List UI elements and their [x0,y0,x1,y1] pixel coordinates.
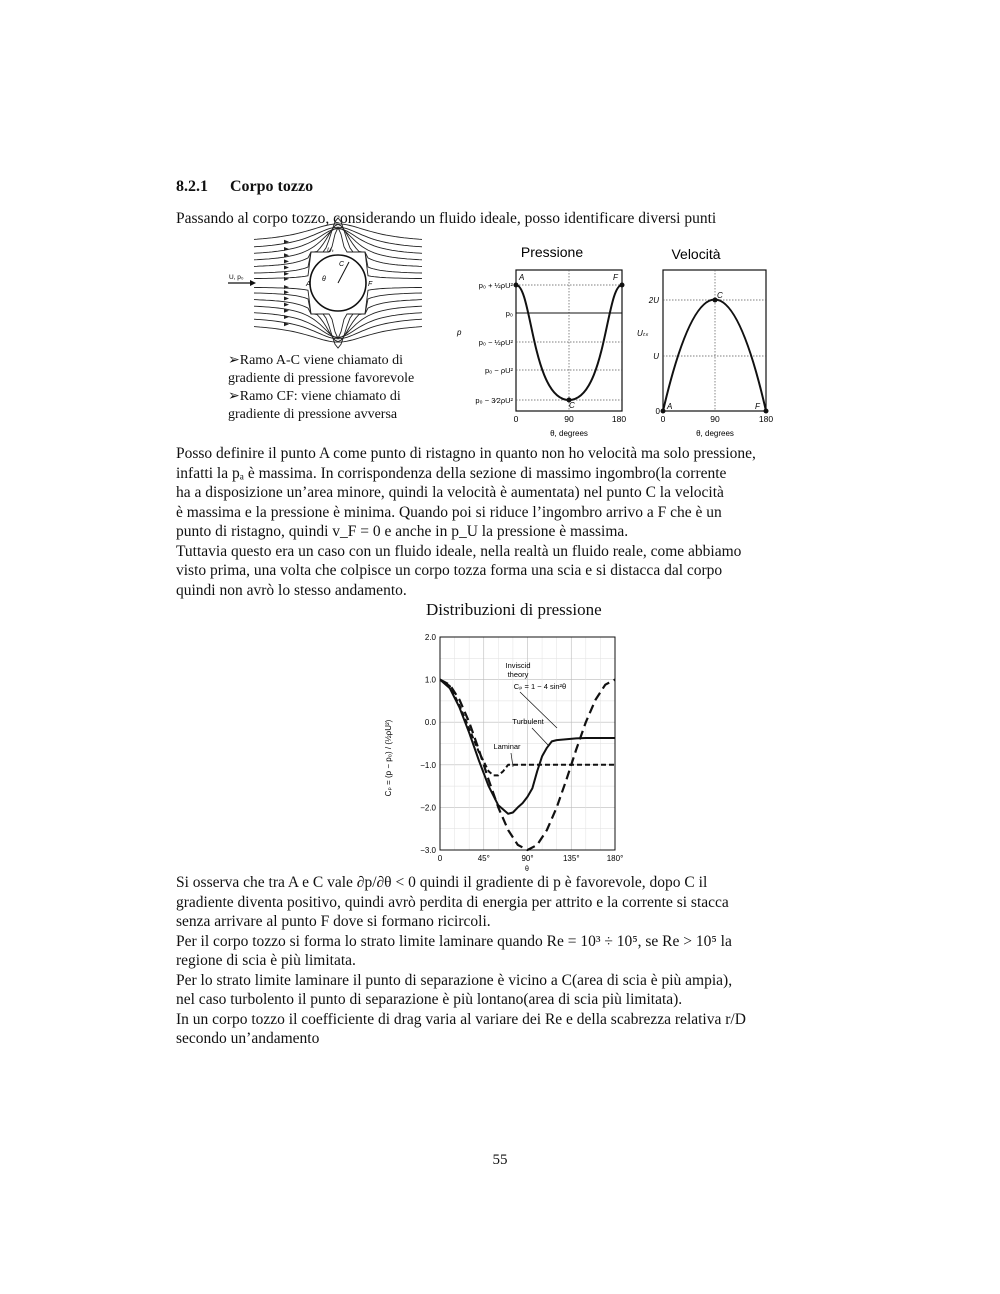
streamline [254,327,422,343]
text-line: Per lo strato limite laminare il punto di separazione è vicino a C(area di scia è più ampia), [176,971,733,989]
velocity-xtick: 180 [758,414,774,424]
y-tick-label: −3.0 [420,846,436,855]
text-line: quindi non avrò lo stesso andamento. [176,581,407,599]
velocity-xtick: 90 [710,414,720,424]
note-line: gradiente di pressione favorevole [228,371,415,386]
pressure-point-a: A [519,273,525,282]
velocity-point-c: C [717,291,723,300]
streamline-arrowhead [284,315,289,319]
section-heading [176,178,313,196]
pressure-ytick: p₀ [505,309,513,318]
pressure-xtick: 90 [564,414,574,424]
pressure-plot [452,240,627,442]
streamline-arrowhead [284,259,289,263]
x-tick-label: 45° [477,854,490,863]
point-f-marker [764,409,769,414]
text-line: secondo un’andamento [176,1030,320,1047]
pressure-ylabel: p [457,328,462,337]
text-line: gradiente diventa positivo, quindi avrò perdita di energia per attrito e la corrente si stacca [176,893,729,911]
text-line: Tuttavia questo era un caso con un fluido ideale, nella realtà un fluido reale, come abbiamo [176,542,742,560]
page-number: 55 [492,1152,508,1168]
figure-notes [228,352,414,424]
pressure-xlabel: θ, degrees [550,429,588,438]
y-tick-label: −1.0 [420,760,436,770]
y-tick-label: 1.0 [424,675,436,685]
velocity-ytick: 2U [648,296,659,305]
velocity-plot [632,240,782,442]
y-tick-label: −2.0 [420,803,436,813]
text-line: Si osserva che tra A e C vale ∂p/∂θ < 0 quindi il gradiente di p è favorevole, dopo C il [176,874,708,891]
annotation-leader [532,728,548,745]
velocity-plot-frame [663,270,766,411]
x-tick-label: 180° [606,854,624,863]
pressure-ytick: p₀ − ρU² [484,366,513,375]
point-c-label: C [339,261,345,268]
pressure-ytick: p₀ − 3⁄2ρU² [475,396,513,405]
annotation-laminar: Laminar [493,742,521,751]
theta-label: θ [322,276,326,283]
note-line: ➢Ramo A-C viene chiamato di [228,353,404,368]
pressure-point-f: F [613,273,618,282]
paragraph-ideal-fluid [176,444,756,600]
chart-xlabel: θ [525,866,529,873]
velocity-point-a: A [667,402,673,411]
pressure-ytick: p₀ + ½ρU² [478,281,513,290]
text-line: senza arrivare al punto F dove si formano ricircoli. [176,913,491,930]
streamline-arrowhead [284,303,289,307]
point-f-marker [620,283,625,288]
x-tick-label: 90° [521,854,534,863]
pressure-xtick: 0 [513,414,519,424]
chart-ylabel: Cₚ = (p − p₀) / (½ρU²) [384,719,393,797]
inflow-label: U, p₀ [229,274,244,281]
x-tick-label: 135° [562,854,580,863]
annotation-inviscid: Inviscid [505,661,531,670]
velocity-plot-title: Velocità [671,246,721,262]
annotation-turbulent: Turbulent [512,717,544,726]
streamline-arrowhead [284,272,289,276]
y-tick-label: 0.0 [424,718,436,728]
annotation-formula: Cₚ = 1 − 4 sin²θ [513,682,567,691]
streamline-arrowhead [284,296,289,300]
velocity-ytick: U [653,352,659,361]
cylinder-flow-diagram [228,236,448,348]
velocity-ytick: 0 [655,407,660,416]
ut-label: Uₜ [327,247,334,254]
y-tick-labels [420,633,436,855]
pressure-ytick: p₀ − ½ρU² [478,338,513,347]
streamline-arrowhead [284,290,289,294]
text-line: visto prima, una volta che colpisce un corpo tozza forma una scia e si distacca dal corpo [176,562,723,579]
x-tick-label: 0 [437,854,443,863]
velocity-curve [663,300,766,412]
text-line: Posso definire il punto A come punto di ristagno in quanto non ho velocità ma solo pressione, [176,445,756,462]
section-number: 8.2.1 [176,178,208,195]
cp-chart [380,628,640,875]
text-line: ha a disposizione un’area minore, quindi la velocità è aumentata) nel punto C la velocità [176,484,724,501]
text-line: infatti la pₐ è massima. In corrispondenza della sezione di massimo ingombro(la corrente [176,464,727,482]
section-title: Corpo tozzo [230,178,314,195]
velocity-xlabel: θ, degrees [696,429,734,438]
text-line: In un corpo tozzo il coefficiente di drag varia al variare dei Re e della scabrezza relativa r/D [176,1010,746,1028]
intro-paragraph: Passando al corpo tozzo, considerando un fluido ideale, posso identificare diversi punti [176,210,717,227]
pressure-point-c: C [569,401,575,410]
paragraph-real-fluid [176,873,746,1049]
pressure-distribution-figure [380,600,640,875]
point-a-label: A [306,281,311,288]
velocity-point-f: F [755,402,760,411]
chart-title: Distribuzioni di pressione [426,600,602,619]
point-f-label: F [368,281,373,288]
note-line: ➢Ramo CF: viene chiamato di [228,389,401,404]
y-tick-label: 2.0 [424,633,436,642]
streamline [254,313,422,338]
text-line: è massima e la pressione è minima. Quando poi si riduce l’ingombro arrivo a F che è un [176,503,722,521]
x-tick-labels [438,854,624,863]
text-line: Per il corpo tozzo si forma lo strato limite laminare quando Re = 10³ ÷ 10⁵, se Re > 10⁵ la [176,932,732,950]
annotation-theory: theory [507,670,529,679]
text-line: regione di scia è più limitata. [176,952,356,969]
streamline [254,229,422,254]
point-a-marker [661,409,666,414]
text-line: punto di ristagno, quindi v_F = 0 e anche in p_U la pressione è massima. [176,523,629,540]
pressure-plot-title: Pressione [520,244,584,260]
note-line: gradiente di pressione avversa [228,407,398,422]
pressure-xtick: 180 [611,414,627,424]
point-a-marker [514,283,519,288]
text-line: nel caso turbolento il punto di separazione è più lontano(area di scia più limitata). [176,991,683,1008]
inflow-arrowhead [250,280,256,286]
velocity-xtick: 0 [660,414,666,424]
streamline-arrowhead [284,266,289,270]
velocity-ylabel: Uₜₛ [637,329,649,338]
